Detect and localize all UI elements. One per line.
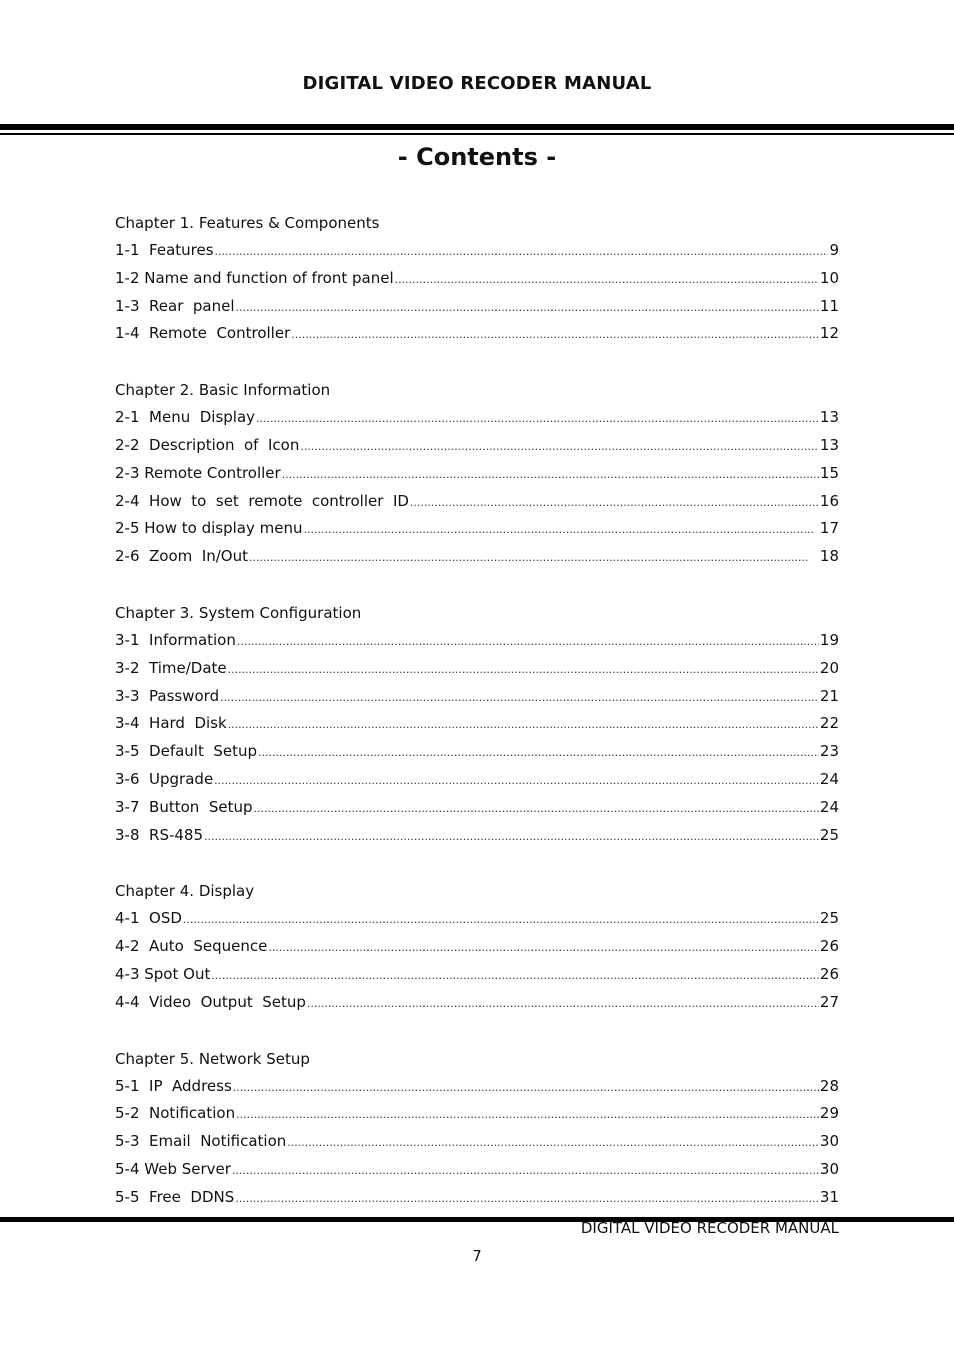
toc-entry (115, 293, 839, 321)
chapter-block (115, 209, 839, 348)
page-header-title: DIGITAL VIDEO RECODER MANUAL (302, 73, 652, 94)
toc-entry-page: 21 (819, 686, 839, 705)
toc-entry-label: 2-1 Menu Display (115, 408, 256, 427)
toc-entry-label: 2-6 Zoom In/Out (115, 547, 248, 566)
toc-dot-leader (395, 266, 819, 294)
toc-entry-page: 24 (819, 797, 839, 816)
toc-entry (115, 1128, 839, 1156)
toc-dot-leader (237, 628, 819, 656)
toc-entry (115, 404, 839, 432)
toc-entry-page: 15 (819, 463, 839, 482)
table-of-contents (115, 209, 839, 1240)
chapter-block (115, 599, 839, 849)
toc-entry-page: 13 (819, 408, 839, 427)
toc-dot-leader (214, 767, 819, 795)
page-number: 7 (472, 1247, 482, 1265)
toc-entry (115, 822, 839, 850)
toc-entry (115, 1156, 839, 1184)
toc-entry-label: 3-4 Hard Disk (115, 714, 227, 733)
toc-dot-leader (228, 656, 819, 684)
toc-entry-page: 10 (819, 268, 839, 287)
toc-entry-label: 3-5 Default Setup (115, 742, 258, 761)
toc-entry-label: 2-2 Description of Icon (115, 435, 300, 454)
toc-dot-leader (282, 461, 819, 489)
toc-dot-leader (228, 711, 819, 739)
toc-entry-label: 3-3 Password (115, 686, 220, 705)
toc-entry (115, 1100, 839, 1128)
toc-entry (115, 1184, 839, 1212)
toc-entry (115, 683, 839, 711)
footer-title: DIGITAL VIDEO RECODER MANUAL (580, 1219, 839, 1237)
toc-entry-page: 26 (819, 937, 839, 956)
toc-entry-label: 1-4 Remote Controller (115, 324, 291, 343)
toc-dot-leader (220, 684, 819, 712)
toc-dot-leader (183, 906, 819, 934)
toc-entry-page: 17 (815, 519, 839, 538)
toc-entry-page: 26 (819, 964, 839, 983)
toc-entry-label: 3-1 Information (115, 630, 236, 649)
toc-dot-leader (258, 739, 819, 767)
toc-dot-leader (287, 1129, 819, 1157)
chapter-heading: Chapter 2. Basic Information (115, 381, 331, 400)
chapter-block (115, 1045, 839, 1212)
toc-entry-label: 2-4 How to set remote controller ID (115, 491, 409, 510)
toc-entry-label: 2-3 Remote Controller (115, 463, 281, 482)
toc-dot-leader (233, 1074, 819, 1102)
toc-entry (115, 766, 839, 794)
toc-entry-page: 31 (819, 1187, 839, 1206)
toc-entry-page: 24 (819, 769, 839, 788)
toc-entry-page: 18 (810, 547, 839, 566)
toc-dot-leader (232, 1157, 819, 1185)
toc-entry (115, 432, 839, 460)
toc-entry-label: 5-4 Web Server (115, 1159, 231, 1178)
toc-entry (115, 488, 839, 516)
toc-entry-label: 4-3 Spot Out (115, 964, 211, 983)
chapter-heading: Chapter 1. Features & Components (115, 214, 380, 232)
toc-entry-page: 28 (819, 1076, 839, 1095)
chapter-heading: Chapter 4. Display (115, 882, 255, 901)
toc-entry-label: 2-5 How to display menu (115, 519, 303, 538)
toc-entry-label: 1-3 Rear panel (115, 296, 235, 315)
toc-dot-leader (236, 294, 819, 322)
toc-entry-page: 11 (819, 296, 839, 315)
chapter-block (115, 877, 839, 1016)
chapter-block (115, 376, 839, 571)
toc-dot-leader (300, 433, 819, 461)
toc-entry-page: 25 (819, 825, 839, 844)
toc-entry (115, 794, 839, 822)
toc-dot-leader (303, 516, 814, 544)
toc-dot-leader (211, 962, 819, 990)
toc-dot-leader (215, 238, 829, 266)
toc-entry-page: 25 (819, 909, 839, 928)
toc-dot-leader (235, 1185, 819, 1213)
toc-entry (115, 543, 839, 571)
toc-entry-page: 29 (819, 1104, 839, 1123)
toc-entry-label: 4-1 OSD (115, 909, 182, 928)
chapter-heading: Chapter 3. System Configuration (115, 603, 362, 622)
toc-entry-page: 16 (819, 491, 839, 510)
toc-entry-page: 9 (829, 241, 839, 259)
toc-entry (115, 655, 839, 683)
toc-entry (115, 933, 839, 961)
toc-entry (115, 1073, 839, 1101)
toc-dot-leader (268, 934, 819, 962)
toc-dot-leader (410, 489, 819, 517)
toc-entry-page: 22 (819, 714, 839, 733)
header-rule-thin (0, 133, 954, 135)
toc-entry (115, 989, 839, 1017)
toc-entry-label: 5-2 Notification (115, 1104, 236, 1123)
toc-entry-label: 1-1 Features (115, 241, 214, 259)
toc-entry (115, 515, 839, 543)
toc-entry-page: 23 (819, 742, 839, 761)
toc-entry-label: 3-2 Time/Date (115, 658, 227, 677)
toc-entry (115, 627, 839, 655)
toc-dot-leader (204, 823, 819, 851)
toc-entry (115, 905, 839, 933)
toc-entry (115, 320, 839, 348)
toc-entry-label: 1-2 Name and function of front panel (115, 268, 394, 287)
toc-entry (115, 710, 839, 738)
toc-entry-label: 5-1 IP Address (115, 1076, 232, 1095)
toc-dot-leader (291, 321, 819, 349)
toc-entry-label: 3-7 Button Setup (115, 797, 253, 816)
toc-entry (115, 738, 839, 766)
contents-title: - Contents - (397, 143, 557, 171)
chapter-heading: Chapter 5. Network Setup (115, 1049, 310, 1068)
toc-entry-page: 27 (819, 992, 839, 1011)
toc-entry-page: 19 (819, 630, 839, 649)
toc-entry-page: 30 (819, 1132, 839, 1151)
toc-entry-label: 5-3 Email Notification (115, 1132, 287, 1151)
toc-entry-label: 3-8 RS-485 (115, 825, 204, 844)
toc-entry (115, 265, 839, 293)
toc-entry (115, 237, 839, 265)
toc-dot-leader (249, 544, 809, 572)
toc-dot-leader (307, 990, 819, 1018)
toc-entry-label: 3-6 Upgrade (115, 769, 214, 788)
toc-dot-leader (256, 405, 819, 433)
toc-dot-leader (236, 1101, 819, 1129)
header-rule-thick (0, 124, 954, 130)
toc-entry (115, 460, 839, 488)
toc-entry-label: 4-2 Auto Sequence (115, 937, 268, 956)
toc-entry-page: 30 (819, 1159, 839, 1178)
toc-entry-label: 4-4 Video Output Setup (115, 992, 306, 1011)
toc-entry-label: 5-5 Free DDNS (115, 1187, 235, 1206)
toc-entry-page: 13 (819, 435, 839, 454)
toc-dot-leader (253, 795, 818, 823)
toc-entry-page: 12 (819, 324, 839, 343)
toc-entry-page: 20 (819, 658, 839, 677)
toc-entry (115, 961, 839, 989)
